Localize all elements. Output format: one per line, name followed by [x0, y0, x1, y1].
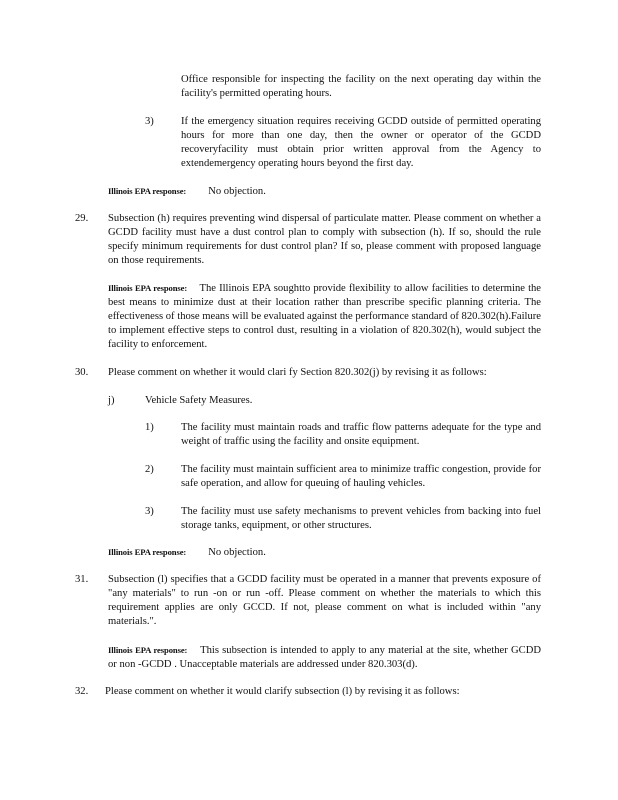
response-line	[108, 184, 538, 199]
response-paragraph	[108, 281, 541, 352]
subsection-number: j)	[108, 395, 115, 406]
question-number: 30.	[75, 367, 89, 378]
item-text: The facility must use safety mechanisms to prevent vehicles from backing into fuel storage tanks, equipment, or other structures.	[181, 506, 541, 531]
question-text: Subsection (h) requires preventing wind dispersal of particulate matter. Please comment on whether a GCDD facility must have a dust control plan to comply with subsection (h). If so, should the rule specify minimum requirements for dust control plan? If so, please comment with proposed language on those requirements.	[108, 213, 541, 266]
question-text: Subsection (l) specifies that a GCDD facility must be operated in a manner that prevents exposure of "any materials" to run -on or run -off. Please comment on whether the materials to which this requirement applies are only GCCD. If not, please comment on what is included within "any materials.".	[108, 574, 541, 627]
response-text: This subsection is intended to apply to any material at the site, whether GCDD or non -GCDD . Unacceptable materials are addressed under 820.303(d).	[108, 645, 541, 670]
subsection-title: Vehicle Safety Measures.	[145, 395, 253, 406]
response-paragraph	[108, 643, 541, 672]
question-text: Please comment on whether it would clari fy Section 820.302(j) by revising it as follows:	[108, 367, 487, 378]
question-number: 29.	[75, 213, 89, 224]
item-text: If the emergency situation requires receiving GCDD outside of permitted operating hours for more than one day, then the owner or operator of the GCDD recoveryfacility must obtain prior written approval from the Agency to extendemergency operating hours beyond the first day.	[181, 116, 541, 169]
item-number: 2)	[145, 464, 154, 475]
question-number: 31.	[75, 574, 89, 585]
item-number: 1)	[145, 422, 154, 433]
item-number: 3)	[145, 506, 154, 517]
item-text: The facility must maintain sufficient area to minimize traffic congestion, provide for safe operation, and allow for queuing of hauling vehicles.	[181, 464, 541, 489]
response-label: Illinois EPA response:	[108, 283, 188, 293]
question-number: 32.	[75, 686, 89, 697]
response-label: Illinois EPA response:	[108, 645, 188, 655]
response-text: No objection.	[208, 186, 266, 197]
response-line	[108, 545, 538, 560]
continuation-paragraph: Office responsible for inspecting the facility on the next operating day within the facility's permitted operating hours.	[181, 74, 541, 99]
response-text: The Illinois EPA soughtto provide flexibility to allow facilities to determine the best means to minimize dust at their location rather than prescribe specific planning criteria. The effectiveness of those means will be evaluated against the performance standard of 820.302(h).Failure to implement effective steps to control dust, resulting in a violation of 820.302(h), would subject the facility to enforcement.	[108, 283, 542, 350]
item-text: The facility must maintain roads and traffic flow patterns adequate for the type and weight of traffic using the facility and onsite equipment.	[181, 422, 541, 447]
response-label: Illinois EPA response:	[108, 547, 187, 557]
item-number: 3)	[145, 116, 154, 127]
question-text: Please comment on whether it would clarify subsection (l) by revising it as follows:	[105, 686, 460, 697]
response-text: No objection.	[208, 547, 266, 558]
response-label: Illinois EPA response:	[108, 186, 187, 196]
